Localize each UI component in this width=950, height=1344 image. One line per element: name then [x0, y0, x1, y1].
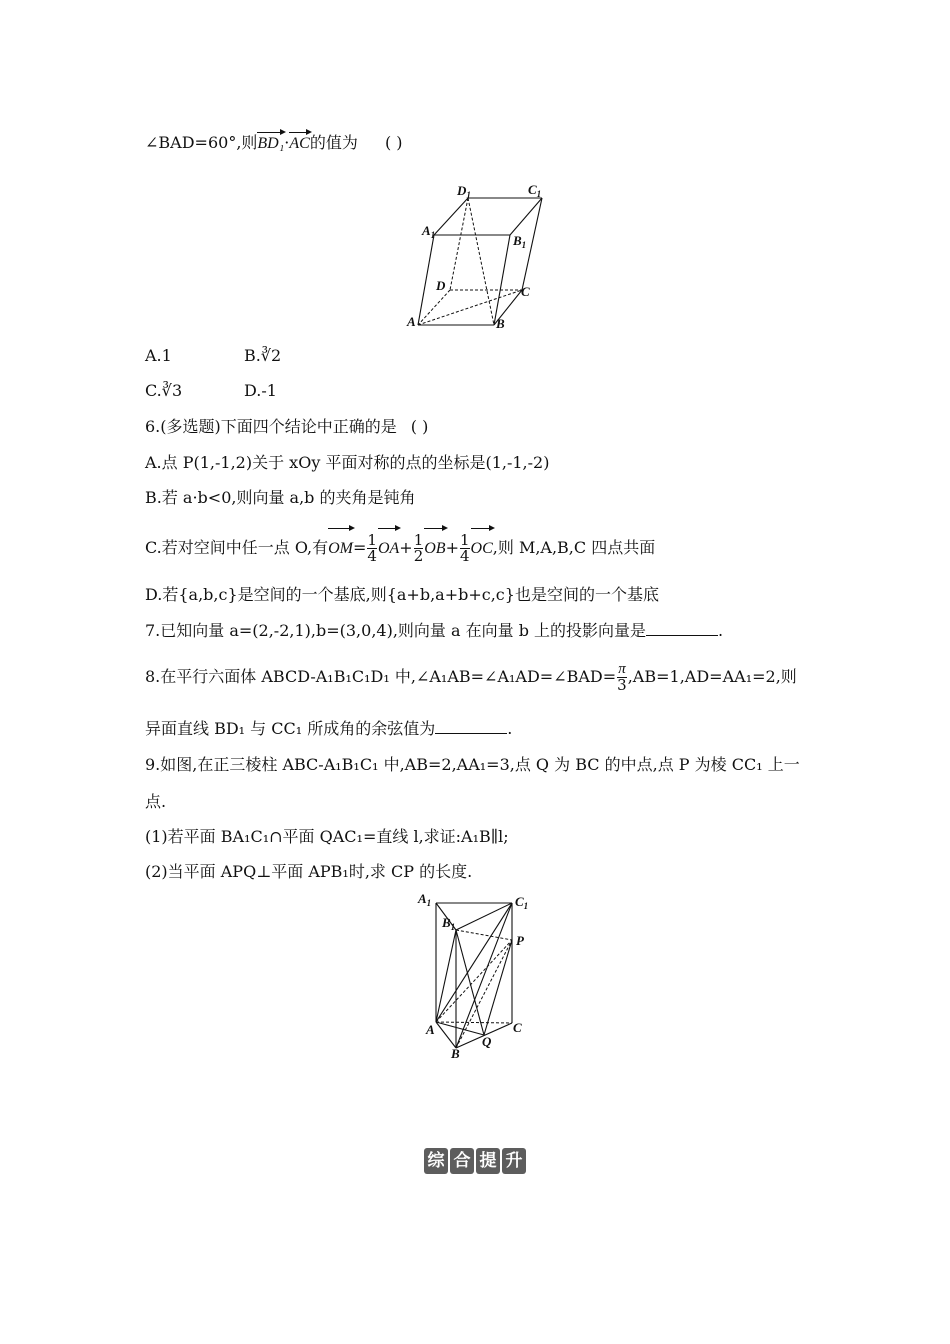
q9-line2: 点.: [145, 792, 167, 811]
answer-blank: [435, 719, 507, 734]
label-b1: $B_1$: [442, 915, 456, 932]
parallelepiped-figure: [400, 180, 560, 335]
prism-figure: [410, 890, 540, 1065]
q5-stem: [145, 130, 403, 154]
q6-c-suffix: ,则 M,A,B,C 四点共面: [492, 538, 656, 557]
fraction-numerator: 1: [367, 531, 377, 549]
q7-end: .: [718, 621, 724, 640]
q8-text2: ,AB=1,AD=AA₁=2,则: [627, 667, 797, 686]
label-q: Q: [482, 1034, 492, 1049]
label-c1: $C_1$: [515, 894, 529, 911]
label-p: P: [516, 933, 524, 948]
label-c1: $C_1$: [528, 182, 542, 199]
q6-stem-text: 6.(多选题)下面四个结论中正确的是: [145, 417, 397, 436]
fraction-denominator: 4: [459, 547, 470, 565]
vector-oa: OA: [378, 526, 399, 568]
q6-option-a: A.点 P(1,-1,2)关于 xOy 平面对称的点的坐标是(1,-1,-2): [145, 453, 550, 472]
q6-option-c: [145, 526, 655, 568]
q6-c-prefix: C.若对空间中任一点 O,有: [145, 538, 329, 557]
banner-char: 升: [502, 1148, 526, 1174]
answer-paren: ( ): [410, 417, 429, 436]
q7: [145, 621, 723, 641]
fraction-numerator: 1: [459, 531, 470, 549]
label-b1: $B_1$: [513, 233, 527, 250]
vector-ob: OB: [424, 526, 445, 568]
vector-bd1: BD₁: [257, 130, 284, 154]
answer-paren: ( ): [384, 133, 403, 152]
q8-line1: [145, 658, 797, 696]
label-a1: $A_1$: [422, 223, 436, 240]
q8-end: .: [507, 719, 513, 738]
fraction-denominator: 4: [367, 547, 377, 565]
fraction-numerator: 1: [413, 531, 424, 549]
q5-option-c: C.∛3: [145, 381, 183, 400]
label-d: D: [436, 278, 446, 293]
equals-sign: =: [353, 538, 367, 557]
q5-stem-prefix: ∠BAD=60°,则: [145, 133, 258, 152]
banner-char: 综: [424, 1148, 448, 1174]
q5-stem-suffix: 的值为: [309, 133, 358, 152]
fraction-1-2: [414, 533, 424, 564]
vector-om: OM: [328, 526, 353, 568]
label-c: C: [513, 1020, 522, 1035]
fraction-denominator: 2: [413, 547, 424, 565]
label-a: A: [407, 314, 416, 329]
label-a: A: [426, 1022, 435, 1037]
q6-option-b: B.若 a·b<0,则向量 a,b 的夹角是钝角: [145, 488, 416, 507]
q5-option-d: D.-1: [244, 381, 277, 400]
answer-blank: [646, 621, 718, 636]
fraction-pi-3: [617, 662, 627, 693]
q5-option-b: B.∛2: [244, 346, 282, 365]
vector-ac: AC: [289, 130, 309, 154]
q8-text3: 异面直线 BD₁ 与 CC₁ 所成角的余弦值为: [145, 719, 436, 738]
banner-char: 提: [476, 1148, 500, 1174]
label-c: C: [521, 284, 530, 299]
q6-stem: [145, 417, 428, 437]
label-d1: $D_1$: [457, 183, 471, 200]
plus-sign: +: [399, 538, 413, 557]
q9-part1: (1)若平面 BA₁C₁∩平面 QAC₁=直线 l,求证:A₁B∥l;: [145, 827, 509, 846]
label-a1: $A_1$: [418, 891, 432, 908]
fraction-1-4: [367, 533, 377, 564]
label-b: B: [496, 316, 505, 331]
q8-text1: 8.在平行六面体 ABCD-A₁B₁C₁D₁ 中,∠A₁AB=∠A₁AD=∠BAD=: [145, 667, 617, 686]
plus-sign: +: [445, 538, 459, 557]
vector-oc: OC: [471, 526, 493, 568]
label-b: B: [451, 1046, 460, 1061]
q5-option-a: A.1: [145, 346, 172, 365]
q7-text: 7.已知向量 a=(2,-2,1),b=(3,0,4),则向量 a 在向量 b 上的投影向量是: [145, 621, 647, 640]
q9-part2: (2)当平面 APQ⊥平面 APB₁时,求 CP 的长度.: [145, 862, 473, 881]
dot-operator: ·: [284, 133, 290, 152]
fraction-1-4b: [460, 533, 470, 564]
fraction-numerator: π: [618, 661, 626, 677]
banner-char: 合: [450, 1148, 474, 1174]
section-banner: [424, 1148, 526, 1174]
q9-line1: 9.如图,在正三棱柱 ABC-A₁B₁C₁ 中,AB=2,AA₁=3,点 Q 为 BC 的中点,点 P 为棱 CC₁ 上一: [145, 755, 800, 774]
q6-option-d: D.若{a,b,c}是空间的一个基底,则{a+b,a+b+c,c}也是空间的一个基底: [145, 585, 659, 604]
fraction-denominator: 3: [617, 676, 627, 694]
q8-line2: [145, 719, 512, 739]
